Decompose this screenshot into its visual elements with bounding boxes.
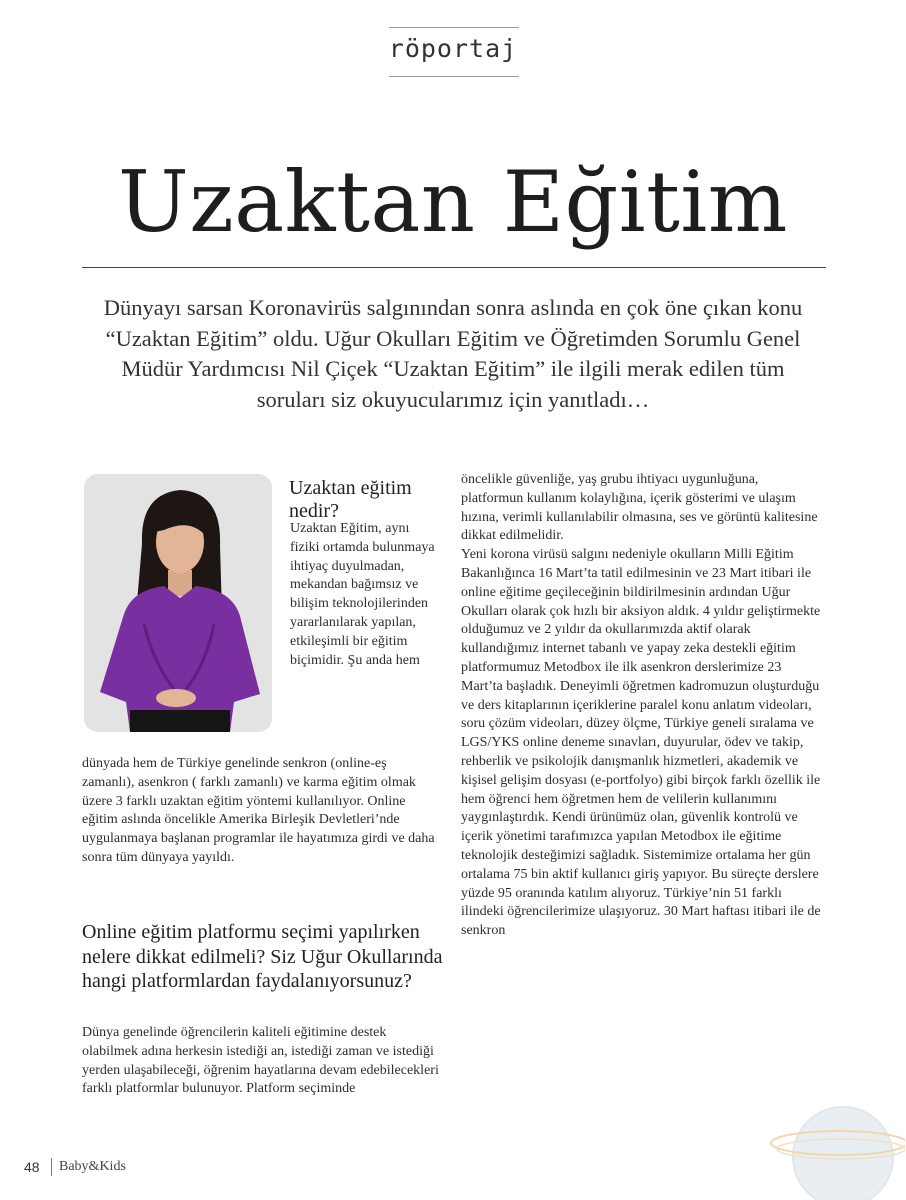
right-column: [461, 471, 821, 941]
header-rule-top: [389, 27, 519, 28]
right-column-paragraph-1: öncelikle güvenliğe, yaş grubu ihtiyacı uygunluğuna, platformun kullanım kolaylığına, içerik gösterimi ve ulaşım hızına, verimli kullanılabilir olmasına, ses ve görüntü kalitesine dikkat edilmelidir.: [461, 472, 818, 544]
question-1-answer: dünyada hem de Türkiye genelinde senkron (online-eş zamanlı), asenkron ( farklı zamanlı) ve karma eğitim olmak üzere 3 farklı uzaktan eğitim yöntemi kullanılıyor. Online eğitim aslında öncelikle Amerika Birleşik Devletleri’nde uygulanmaya başlanan programlar ile hayatımıza girdi ve daha sonra tüm dünyaya yayıldı.: [82, 756, 435, 865]
interviewee-photo: [84, 474, 272, 732]
question-1-heading: Uzaktan eğitim nedir?: [289, 477, 412, 522]
question-1-answer-wrap: Uzaktan Eğitim, aynı fiziki ortamda bulunmaya ihtiyaç duyulmadan, mekandan bağımsız ve bilişim teknolojilerinden yararlanılarak yapılan, etkileşimli bir eğitim biçimidir. Şu anda hem: [290, 521, 435, 668]
title-rule: [82, 267, 826, 268]
portrait-illustration: [84, 474, 272, 732]
section-label: röportaj: [388, 34, 518, 63]
question-2-answer: Dünya genelinde öğrencilerin kaliteli eğitimine destek olabilmek adına herkesin istediği an, istediği zaman ve istediği yerden ulaşabileceği, öğrenim hayatlarına devam edebilecekleri farklı platformlar bulunuyor. Platform seçiminde: [82, 1025, 439, 1097]
footer-divider: [51, 1158, 52, 1176]
page-number: 48: [24, 1159, 40, 1175]
right-column-paragraph-2: Yeni korona virüsü salgını nedeniyle okulların Milli Eğitim Bakanlığınca 16 Mart’ta tatil edilmesinin ve 23 Mart itibari ile online eğitime geçileceğinin bildirilmesinin ardından Uğur Okulları olarak çok hızlı bir aksiyon aldık. 4 yıldır geliştirmekte olduğumuz ve 2 yıldır da okullarımızda aktif olarak kullandığımız internet tabanlı ve yapay zeka destekli eğitim platformumuz Metodbox ile ilk asenkron derslerimize 23 Mart’ta başladık. Deneyimli öğretmen kadromuzun oluşturduğu ve ders kitaplarının içeriklerine paralel konu anlatım videoları, soru çözüm videoları, düzey ölçme, Türkiye geneli sıralama ve LGS/YKS online deneme sınavları, duyurular, ödev ve takip, rehberlik ve psikolojik danışmanlık hizmetleri, akademik ve kişisel gelişim dosyası (e-portfolyo) gibi birçok farklı özellik ile hem öğrenci hem öğretmen hem de velilerin kullanımını yaygınlaştırdık. Kendi ürünümüz olan, güvenlik kontrolü ve içerik yönetimi tarafımızca yapılan Metodbox ile eğitime teknolojik desteğimizi sağladık. Sistemimize ortalama her gün ortalama 75 bin aktif kullanıcı giriş yapıyor. Bu süreçte derslere yüzde 95 oranında katılım alıyoruz. Türkiye’nin 51 farklı ilindeki öğrencilerimize ulaşıyoruz. 30 Mart haftası itibari ile de senkron: [461, 547, 821, 939]
question-2-heading: Online eğitim platformu seçimi yapılırken nelere dikkat edilmeli? Siz Uğur Okullarında hangi platformlardan faydalanıyorsunuz?: [82, 921, 443, 992]
magazine-name: Baby&Kids: [59, 1159, 126, 1174]
planet-decoration-icon: [765, 1085, 905, 1200]
article-intro: Dünyayı sarsan Koronavirüs salgınından sonra aslında en çok öne çıkan konu “Uzaktan Eğitim” oldu. Uğur Okulları Eğitim ve Öğretimden Sorumlu Genel Müdür Yardımcısı Nil Çiçek “Uzaktan Eğitim” ile ilgili merak edilen tüm soruları siz okuyucularımız için yanıtladı…: [103, 295, 803, 412]
header-rule-bottom: [389, 76, 519, 77]
article-title: Uzaktan Eğitim: [118, 153, 788, 251]
